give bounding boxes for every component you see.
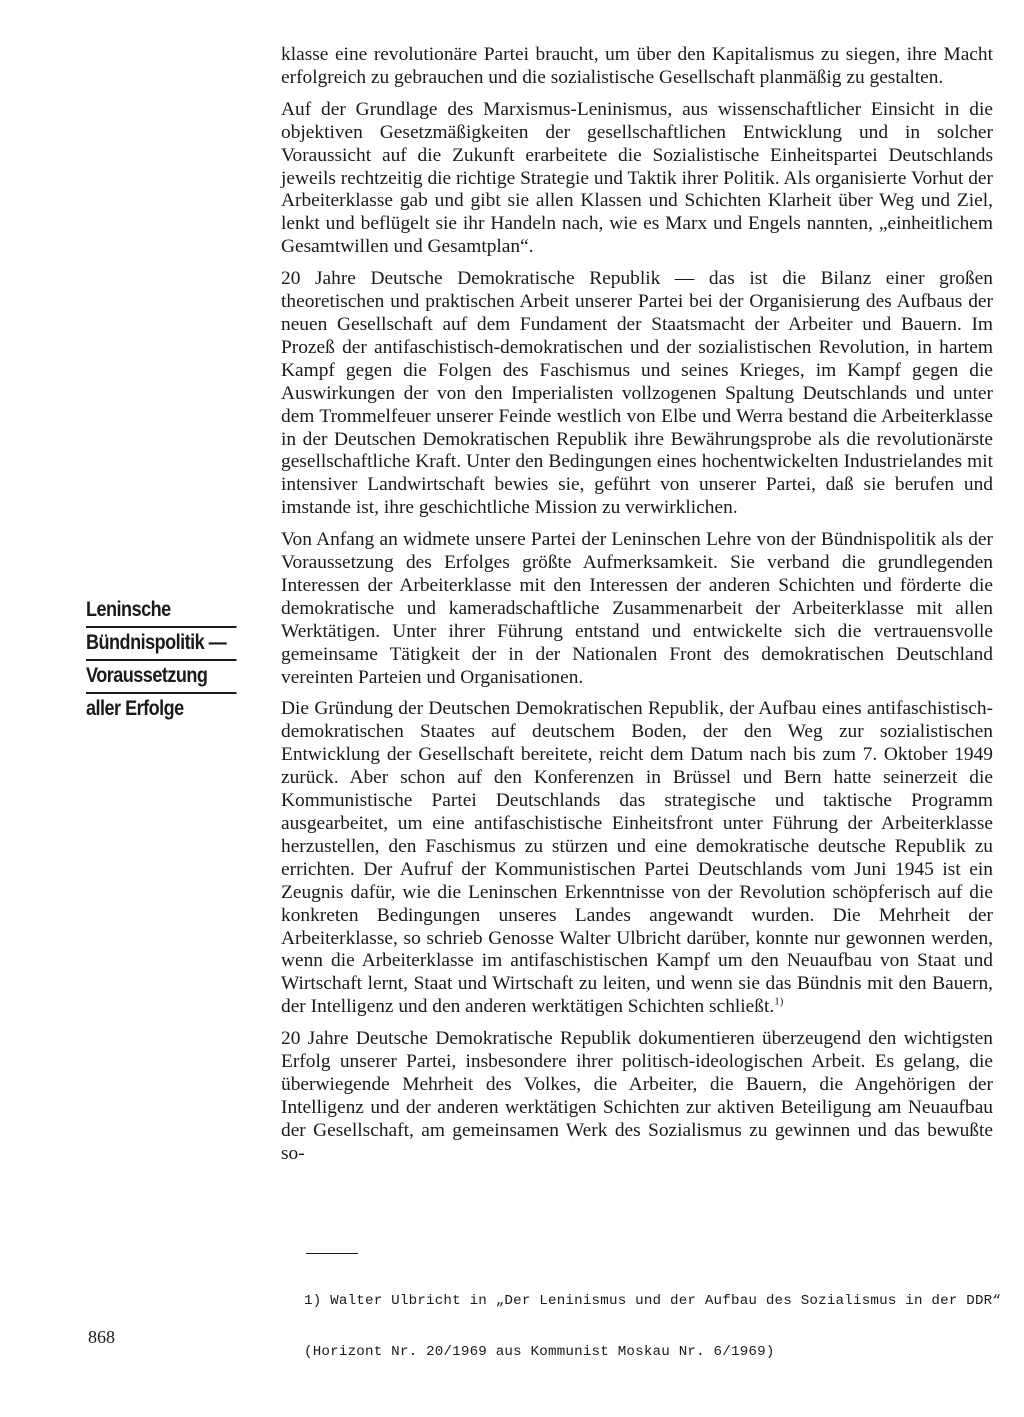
page-number: 868 (88, 1327, 115, 1347)
paragraph-4: Von Anfang an widmete unsere Partei der Leninschen Lehre von der Bündnispolitik als der Voraussetzung des Erfolges größte Aufmerksamkeit. Sie verband die grundlegenden Interessen der Arbeiterklasse mit den Interessen der anderen Schichten und förderte die demokratische und kameradschaftliche Zusammenarbeit der Arbeiterklasse mit allen Werktätigen. Unter ihrer Führung entstand und entwickelte sich die vertrauensvolle gemeinsame Tätigkeit der in der Nationalen Front des demokratischen Deutschland vereinten Parteien und Organisationen. (281, 529, 993, 688)
side-heading-line-4: aller Erfolge (86, 697, 184, 720)
main-text-column (281, 44, 993, 1175)
side-heading (86, 595, 237, 725)
footnote (304, 1259, 1010, 1395)
paragraph-5-text: Die Gründung der Deutschen Demokratischen Republik, der Aufbau eines antifaschistisch-demokratischen Staates auf deutschem Boden, der den Weg zur sozialistischen Entwicklung der Gesellschaft bereitete, reicht dem Datum nach bis zum 7. Oktober 1949 zurück. Aber schon auf den Konferenzen in Brüssel und Bern hatte seinerzeit die Kommunistische Partei Deutschlands das strategische und taktische Programm ausgearbeitet, um eine antifaschistische Einheitsfront unter Führung der Arbeiterklasse herzustellen, den Faschismus zu stürzen und eine demokratische deutsche Republik zu errichten. Der Aufruf der Kommunistischen Partei Deutschlands vom Juni 1945 ist ein Zeugnis dafür, wie die Leninschen Erkenntnisse von der Revolution schöpferisch auf die konkreten Bedingungen unseres Landes angewandt wurden. Die Mehrheit der Arbeiterklasse, so schrieb Genosse Walter Ulbricht darüber, konnte nur gewonnen werden, wenn die Arbeiterklasse im antifaschistischen Kampf um den Neuaufbau von Staat und Wirtschaft lernt, Staat und Wirtschaft zu leiten, und wenn sie das Bündnis mit den Bauern, der Intelligenz und den anderen werktätigen Schichten schließt. (281, 698, 993, 1018)
side-heading-line-2: Bündnispolitik — (86, 628, 237, 661)
side-heading-line-1: Leninsche (86, 595, 237, 628)
footnote-reference: 1) (774, 995, 784, 1008)
footnote-line-1: 1) Walter Ulbricht in „Der Leninismus und der Aufbau des Sozialismus in der DDR“ (304, 1293, 1002, 1309)
paragraph-2: Auf der Grundlage des Marxismus-Leninismus, aus wissenschaftlicher Einsicht in die objektiven Gesetzmäßigkeiten der gesellschaftlichen Entwicklung und in solcher Voraussicht auf die Zukunft erarbeitete die Sozialistische Einheitspartei Deutschlands jeweils rechtzeitig die richtige Strategie und Taktik ihrer Politik. Als organisierte Vorhut der Arbeiterklasse gab und gibt sie allen Klassen und Schichten Klarheit über Weg und Ziel, lenkt und beflügelt sie ihr Handeln nach, wie es Marx und Engels nannten, „einheitlichem Gesamtwillen und Gesamtplan“. (281, 98, 993, 258)
paragraph-6: 20 Jahre Deutsche Demokratische Republik dokumentieren überzeugend den wichtigsten Erfolg unserer Partei, insbesondere ihrer politisch-ideologischen Arbeit. Es gelang, die überwiegende Mehrheit des Volkes, die Arbeiter, die Bauern, die Angehörigen der Intelligenz und der anderen werktätigen Schichten zur aktiven Beteiligung am Neuaufbau der Gesellschaft, am gemeinsamen Werk des Sozialismus zu gewinnen und das bewußte so- (281, 1028, 993, 1164)
paragraph-3: 20 Jahre Deutsche Demokratische Republik — das ist die Bilanz einer großen theoretischen und praktischen Arbeit unserer Partei bei der Organisierung des Aufbaus der neuen Gesellschaft auf dem Fundament der Staatsmacht der Arbeiter und Bauern. Im Prozeß der antifaschistisch-demokratischen und der sozialistischen Revolution, in hartem Kampf gegen die Folgen des Faschismus und seines Krieges, im Kampf gegen die Auswirkungen der von den Imperialisten vollzogenen Spaltung Deutschlands und unter dem Trommelfeuer unserer Feinde westlich von Elbe und Werra bestand die Arbeiterklasse in der Deutschen Demokratischen Republik ihre Bewährungsprobe als die revolutionärste gesellschaftliche Kraft. Unter den Bedingungen eines hochentwickelten Industrielandes mit intensiver Landwirtschaft bewies sie, geführt von unserer Partei, daß sie berufen und imstande ist, ihre geschichtliche Mission zu verwirklichen. (281, 268, 993, 519)
side-heading-line-3: Voraussetzung (86, 661, 237, 694)
paragraph-1: klasse eine revolutionäre Partei braucht, um über den Kapitalismus zu siegen, ihre Macht erfolgreich zu gebrauchen und die sozialistische Gesellschaft planmäßig zu gestalten. (281, 44, 993, 88)
footnote-line-2: (Horizont Nr. 20/1969 aus Kommunist Moskau Nr. 6/1969) (304, 1344, 775, 1360)
footnote-divider (306, 1253, 358, 1254)
paragraph-5 (281, 698, 993, 1019)
